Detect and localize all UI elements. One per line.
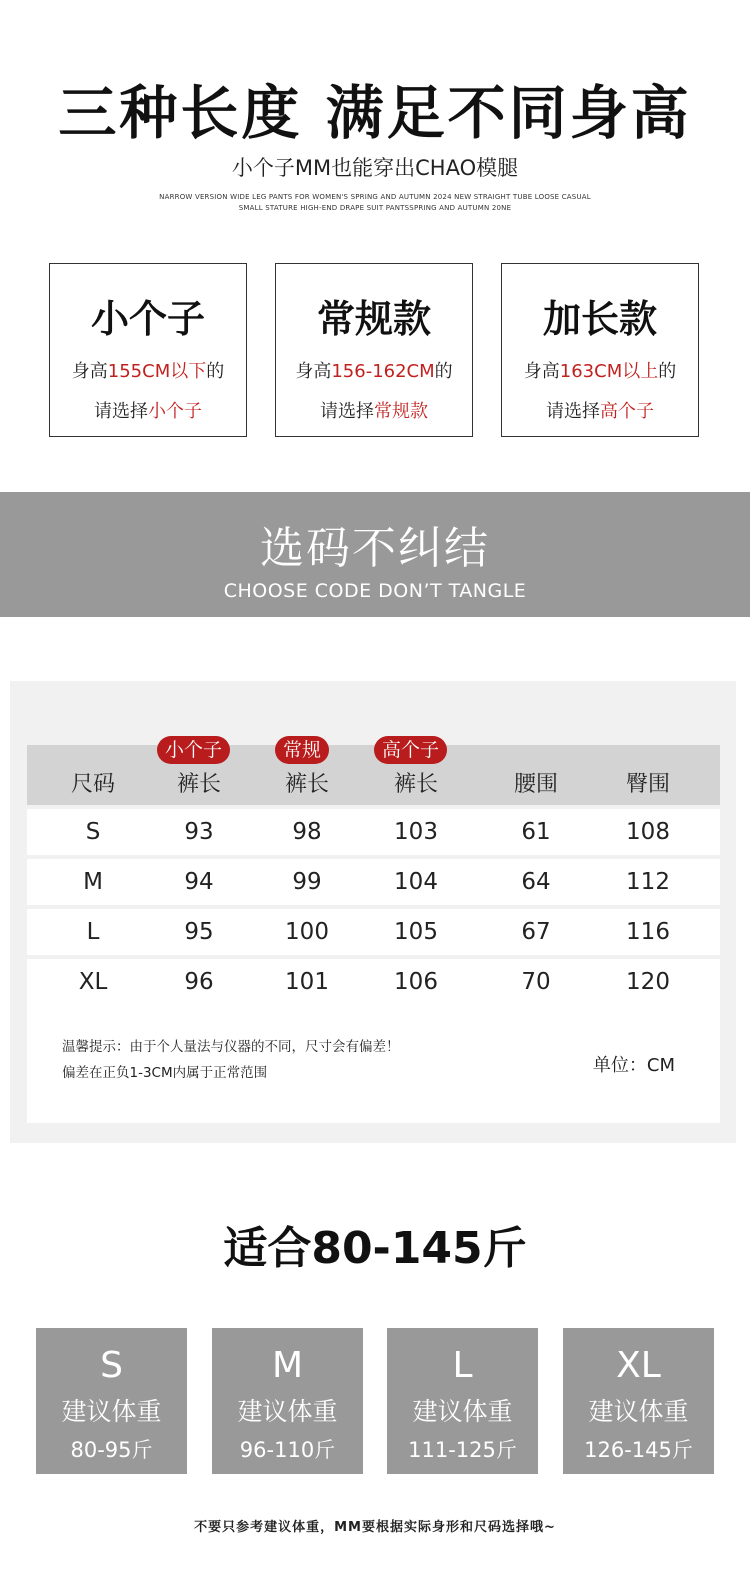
- table-cell: 106: [394, 969, 438, 995]
- weight-card-size: L: [452, 1345, 473, 1386]
- height-suffix: 的: [658, 361, 677, 382]
- length-card-long: [501, 263, 699, 437]
- length-card-title: 小个子: [90, 297, 205, 341]
- length-card-regular: [275, 263, 473, 437]
- height-prefix: 身高: [523, 361, 560, 382]
- table-cell: 101: [285, 969, 329, 995]
- english-caption-line-2: SMALL STATURE HIGH-END DRAPE SUIT PANTSSPRING AND AUTUMN 20NE: [238, 204, 512, 212]
- size-table-header: [27, 739, 720, 805]
- height-range: 163CM以上: [559, 361, 659, 382]
- length-card-choice: [502, 397, 698, 423]
- table-cell: M: [83, 869, 103, 895]
- english-caption-line-1: NARROW VERSION WIDE LEG PANTS FOR WOMEN'S SPRING AND AUTUMN 2024 NEW STRAIGHT TUBE LOOSE CASUAL: [159, 193, 591, 201]
- choose-value: 小个子: [148, 401, 202, 422]
- choose-label: 请选择: [94, 401, 148, 422]
- length-tag-regular: 常规: [275, 736, 329, 764]
- table-cell: 103: [394, 819, 438, 845]
- table-cell: 67: [521, 919, 551, 945]
- english-caption: [0, 192, 750, 214]
- table-row: [27, 809, 720, 855]
- table-cell: 120: [626, 969, 670, 995]
- section-banner-title: 选码不纠结: [260, 523, 490, 574]
- header-cell: 裤长: [176, 771, 221, 797]
- table-cell: 94: [184, 869, 214, 895]
- weight-card-l: [387, 1328, 538, 1474]
- length-card-choice: [276, 397, 472, 423]
- weight-card-s: [36, 1328, 187, 1474]
- table-cell: 61: [521, 819, 551, 845]
- length-card-choice: [50, 397, 246, 423]
- header-cell: 裤长: [393, 771, 438, 797]
- height-range: 155CM以下: [107, 361, 207, 382]
- table-cell: 104: [394, 869, 438, 895]
- header-cell: 裤长: [284, 771, 329, 797]
- table-cell: 96: [184, 969, 214, 995]
- height-range: 156-162CM: [331, 361, 435, 382]
- weight-card-m: [212, 1328, 363, 1474]
- note-line-2: 偏差在正负1-3CM内属于正常范围: [62, 1065, 268, 1081]
- choose-label: 请选择: [320, 401, 374, 422]
- weight-range-title: 适合80-145斤: [223, 1223, 527, 1274]
- table-cell: 105: [394, 919, 438, 945]
- size-table: [27, 739, 720, 1005]
- weight-card-size: M: [271, 1345, 304, 1386]
- table-cell: 112: [626, 869, 670, 895]
- length-card-height: [50, 357, 246, 383]
- height-suffix: 的: [206, 361, 225, 382]
- length-tag-petite: 小个子: [157, 736, 230, 764]
- header-cell: 尺码: [70, 771, 115, 797]
- table-cell: 98: [292, 819, 322, 845]
- table-cell: XL: [78, 969, 108, 995]
- header-cell: 臀围: [625, 771, 670, 797]
- weight-card-range: 80-95斤: [70, 1438, 153, 1462]
- note-line-1: 温馨提示：由于个人量法与仪器的不同，尺寸会有偏差！: [62, 1039, 400, 1055]
- height-prefix: 身高: [71, 361, 108, 382]
- page-subtitle: 小个子MM也能穿出CHAO模腿: [231, 156, 519, 180]
- footer-note: 不要只参考建议体重，MM要根据实际身形和尺码选择哦~: [194, 1520, 556, 1535]
- weight-card-label: 建议体重: [237, 1397, 338, 1426]
- weight-card-label: 建议体重: [588, 1397, 689, 1426]
- table-cell: 95: [184, 919, 214, 945]
- section-banner: [0, 492, 750, 617]
- table-cell: L: [86, 919, 100, 945]
- height-prefix: 身高: [295, 361, 332, 382]
- page-title: 三种长度 满足不同身高: [58, 79, 692, 147]
- table-cell: 108: [626, 819, 670, 845]
- table-row: [27, 959, 720, 1005]
- length-card-title: 常规款: [316, 297, 431, 341]
- unit-label: 单位：CM: [592, 1055, 675, 1076]
- table-cell: S: [85, 819, 101, 845]
- length-card-title: 加长款: [542, 297, 657, 341]
- length-card-height: [502, 357, 698, 383]
- choose-value: 常规款: [374, 401, 428, 422]
- length-tag-tall: 高个子: [374, 736, 447, 764]
- weight-card-size: S: [100, 1345, 123, 1386]
- header-cell: 腰围: [513, 771, 558, 797]
- table-cell: 116: [626, 919, 670, 945]
- table-row: [27, 859, 720, 905]
- length-card-petite: [49, 263, 247, 437]
- weight-card-range: 96-110斤: [239, 1438, 336, 1462]
- measurement-note: [27, 1005, 720, 1123]
- height-suffix: 的: [434, 361, 453, 382]
- weight-card-xl: [563, 1328, 714, 1474]
- weight-card-size: XL: [616, 1345, 661, 1386]
- weight-card-label: 建议体重: [61, 1397, 162, 1426]
- table-cell: 93: [184, 819, 214, 845]
- table-row: [27, 909, 720, 955]
- table-cell: 99: [292, 869, 322, 895]
- choose-label: 请选择: [546, 401, 600, 422]
- table-cell: 70: [521, 969, 551, 995]
- table-cell: 100: [285, 919, 329, 945]
- length-card-height: [276, 357, 472, 383]
- table-cell: 64: [521, 869, 551, 895]
- weight-card-range: 111-125斤: [408, 1438, 517, 1462]
- weight-card-range: 126-145斤: [584, 1438, 693, 1462]
- choose-value: 高个子: [600, 401, 654, 422]
- section-banner-subtitle: CHOOSE CODE DON’T TANGLE: [223, 580, 527, 602]
- weight-card-label: 建议体重: [412, 1397, 513, 1426]
